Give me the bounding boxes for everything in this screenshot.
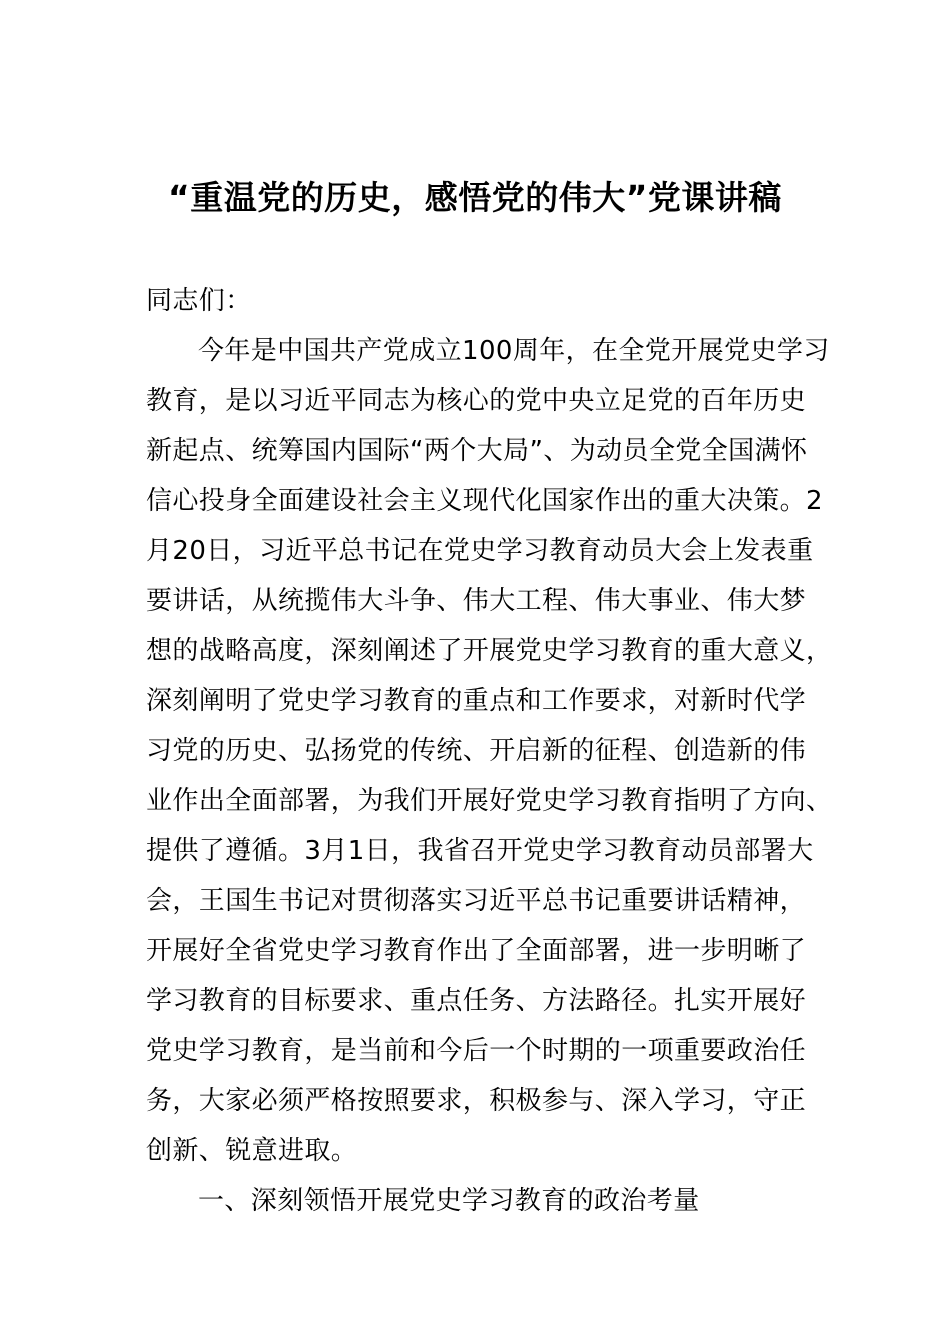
- paragraph-line: 要讲话，从统揽伟大斗争、伟大工程、伟大事业、伟大梦: [146, 586, 807, 616]
- paragraph-line: 创新、锐意进取。: [146, 1136, 358, 1166]
- paragraph-line: 学习教育的目标要求、重点任务、方法路径。扎实开展好: [146, 986, 807, 1016]
- paragraph-line: 新起点、统筹国内国际“两个大局”、为动员全党全国满怀: [146, 436, 808, 466]
- paragraph-line: 今年是中国共产党成立100周年，在全党开展党史学习: [198, 336, 830, 366]
- paragraph-line: 信心投身全面建设社会主义现代化国家作出的重大决策。2: [146, 486, 823, 516]
- paragraph-line: 党史学习教育，是当前和今后一个时期的一项重要政治任: [146, 1036, 807, 1066]
- paragraph-line: 深刻阐明了党史学习教育的重点和工作要求，对新时代学: [146, 686, 807, 716]
- paragraph-line: 想的战略高度，深刻阐述了开展党史学习教育的重大意义，: [146, 636, 833, 666]
- paragraph-line: 会，王国生书记对贯彻落实习近平总书记重要讲话精神，: [146, 886, 807, 916]
- paragraph-line: 务，大家必须严格按照要求，积极参与、深入学习，守正: [146, 1086, 807, 1116]
- section-heading: 一、深刻领悟开展党史学习教育的政治考量: [198, 1186, 700, 1216]
- document-body: [146, 276, 833, 1226]
- paragraph-line: 开展好全省党史学习教育作出了全面部署，进一步明晰了: [146, 936, 807, 966]
- paragraph-line: 教育，是以习近平同志为核心的党中央立足党的百年历史: [146, 386, 807, 416]
- paragraph-line: 习党的历史、弘扬党的传统、开启新的征程、创造新的伟: [146, 736, 807, 766]
- paragraph-line: 提供了遵循。3月1日，我省召开党史学习教育动员部署大: [146, 836, 814, 866]
- paragraph-line: 月20日，习近平总书记在党史学习教育动员大会上发表重: [146, 536, 814, 566]
- paragraph-line: 业作出全面部署，为我们开展好党史学习教育指明了方向、: [146, 786, 833, 816]
- document-title: “重温党的历史，感悟党的伟大”党课讲稿: [168, 178, 782, 217]
- salutation: 同志们：: [146, 286, 252, 316]
